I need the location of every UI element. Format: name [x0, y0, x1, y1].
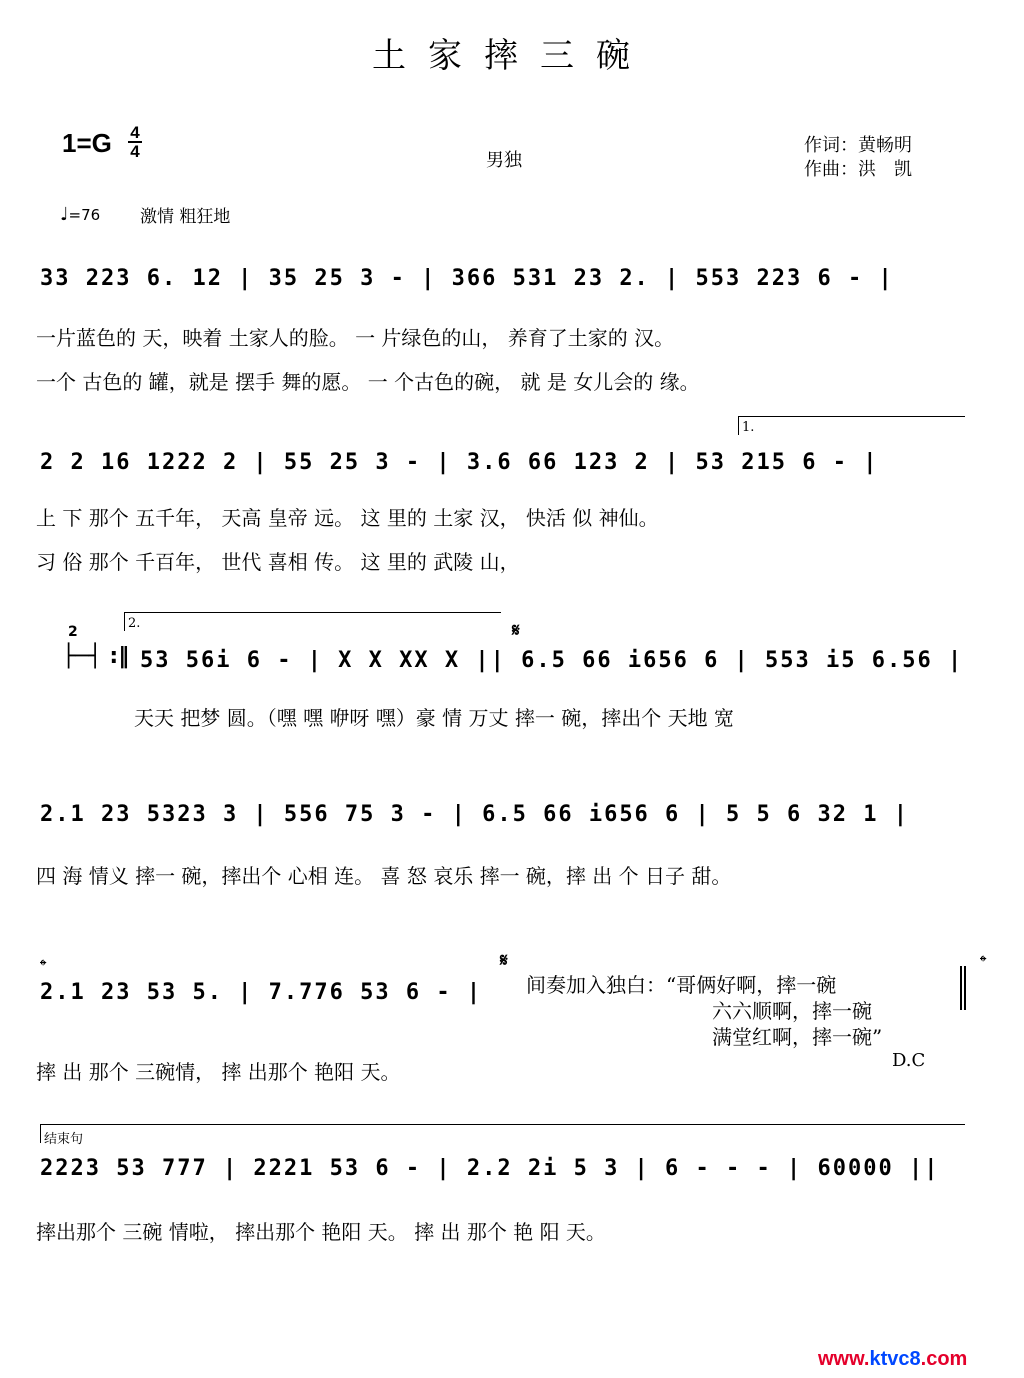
tempo-marking [60, 204, 100, 225]
credits [804, 134, 912, 182]
repeat-count: 2 [68, 624, 78, 640]
expression-marking: 激情 粗狂地 [140, 207, 231, 227]
watermark-part-2: ktvc8 [869, 1348, 921, 1370]
coda-icon-2: 𝄌 [980, 952, 987, 973]
lyrics-row-5: 摔 出 那个 三碗情， 摔 出那个 艳阳 天。 [36, 1060, 401, 1084]
volta-bracket-2 [124, 612, 501, 631]
volta-bracket-1 [738, 416, 965, 435]
repeat-bar-icon: ├─┤ :‖ [62, 644, 130, 669]
notation-row-4: 2.1 23 5323 3 | 556 75 3 - | 6.5 66 i656 6 | 5 5 6 32 1 | [40, 802, 909, 827]
volta-1-label: 1. [742, 420, 755, 435]
lyrics-row-4: 四 海 情义 摔一 碗，摔出个 心相 连。 喜 怒 哀乐 摔一 碗，摔 出 个 日子 甜。 [36, 864, 732, 888]
interlude-line-3: 满堂红啊，摔一碗” [712, 1025, 883, 1049]
tempo-value: =76 [68, 206, 101, 224]
coda-icon: 𝄌 [40, 956, 47, 977]
final-barline-thick [964, 966, 966, 1010]
volta-2-label: 2. [128, 616, 141, 631]
watermark-part-1: www. [818, 1348, 870, 1370]
segno-icon: 𝄋 [512, 620, 520, 641]
notation-row-1: 33 223 6. 12 | 35 25 3 - | 366 531 23 2. | 553 223 6 - | [40, 266, 894, 291]
segno-icon-2: 𝄋 [500, 950, 508, 971]
lyricist: 作词：黄畅明 [804, 135, 912, 156]
time-signature-top: 4 [128, 124, 142, 143]
time-signature-bottom: 4 [130, 142, 140, 161]
time-signature [128, 124, 142, 160]
song-title: 土家摔三碗 [372, 36, 652, 76]
composer: 作曲：洪 凯 [804, 159, 912, 180]
quarter-note-icon: ♩ [60, 204, 69, 225]
lyrics-row-2-verse-2: 习 俗 那个 千百年， 世代 喜相 传。 这 里的 武陵 山， [36, 550, 520, 574]
voice-type: 男独 [486, 150, 522, 171]
lyrics-row-3: 天天 把梦 圆。（嘿 嘿 咿呀 嘿）豪 情 万丈 摔一 碗，摔出个 天地 宽 [134, 706, 734, 730]
notation-row-3: 53 56i 6 - | X X XX X || 6.5 66 i656 6 | 553 i5 6.56 | [140, 648, 964, 673]
lyrics-row-1-verse-2: 一个 古色的 罐，就是 摆手 舞的愿。 一 个古色的碗， 就 是 女儿会的 缘。 [36, 370, 700, 394]
notation-row-2: 2 2 16 1222 2 | 55 25 3 - | 3.6 66 123 2 | 53 215 6 - | [40, 450, 879, 475]
final-barline-thin [960, 966, 962, 1010]
interlude-line-2: 六六顺啊，摔一碗 [712, 999, 872, 1023]
watermark-part-3: .com [920, 1348, 968, 1370]
da-capo-marking: D.C [892, 1050, 926, 1071]
lyrics-row-1-verse-1: 一片蓝色的 天，映着 土家人的脸。 一 片绿色的山， 养育了土家的 汉。 [36, 326, 675, 350]
ending-bracket [40, 1124, 965, 1143]
notation-row-5: 2.1 23 53 5. | 7.776 53 6 - | [40, 980, 483, 1005]
interlude-monologue [526, 972, 882, 1050]
key-signature: 1=G [62, 128, 112, 158]
ending-label: 结束句 [44, 1132, 84, 1147]
lyrics-row-2-verse-1: 上 下 那个 五千年， 天高 皇帝 远。 这 里的 土家 汉， 快活 似 神仙。 [36, 506, 659, 530]
notation-row-6: 2223 53 777 | 2221 53 6 - | 2.2 2i 5 3 | 6 - - - | 60000 || [40, 1156, 940, 1181]
watermark [818, 1348, 967, 1371]
lyrics-row-6: 摔出那个 三碗 情啦， 摔出那个 艳阳 天。 摔 出 那个 艳 阳 天。 [36, 1220, 606, 1244]
interlude-line-1: 间奏加入独白：“哥俩好啊，摔一碗 [526, 973, 837, 997]
